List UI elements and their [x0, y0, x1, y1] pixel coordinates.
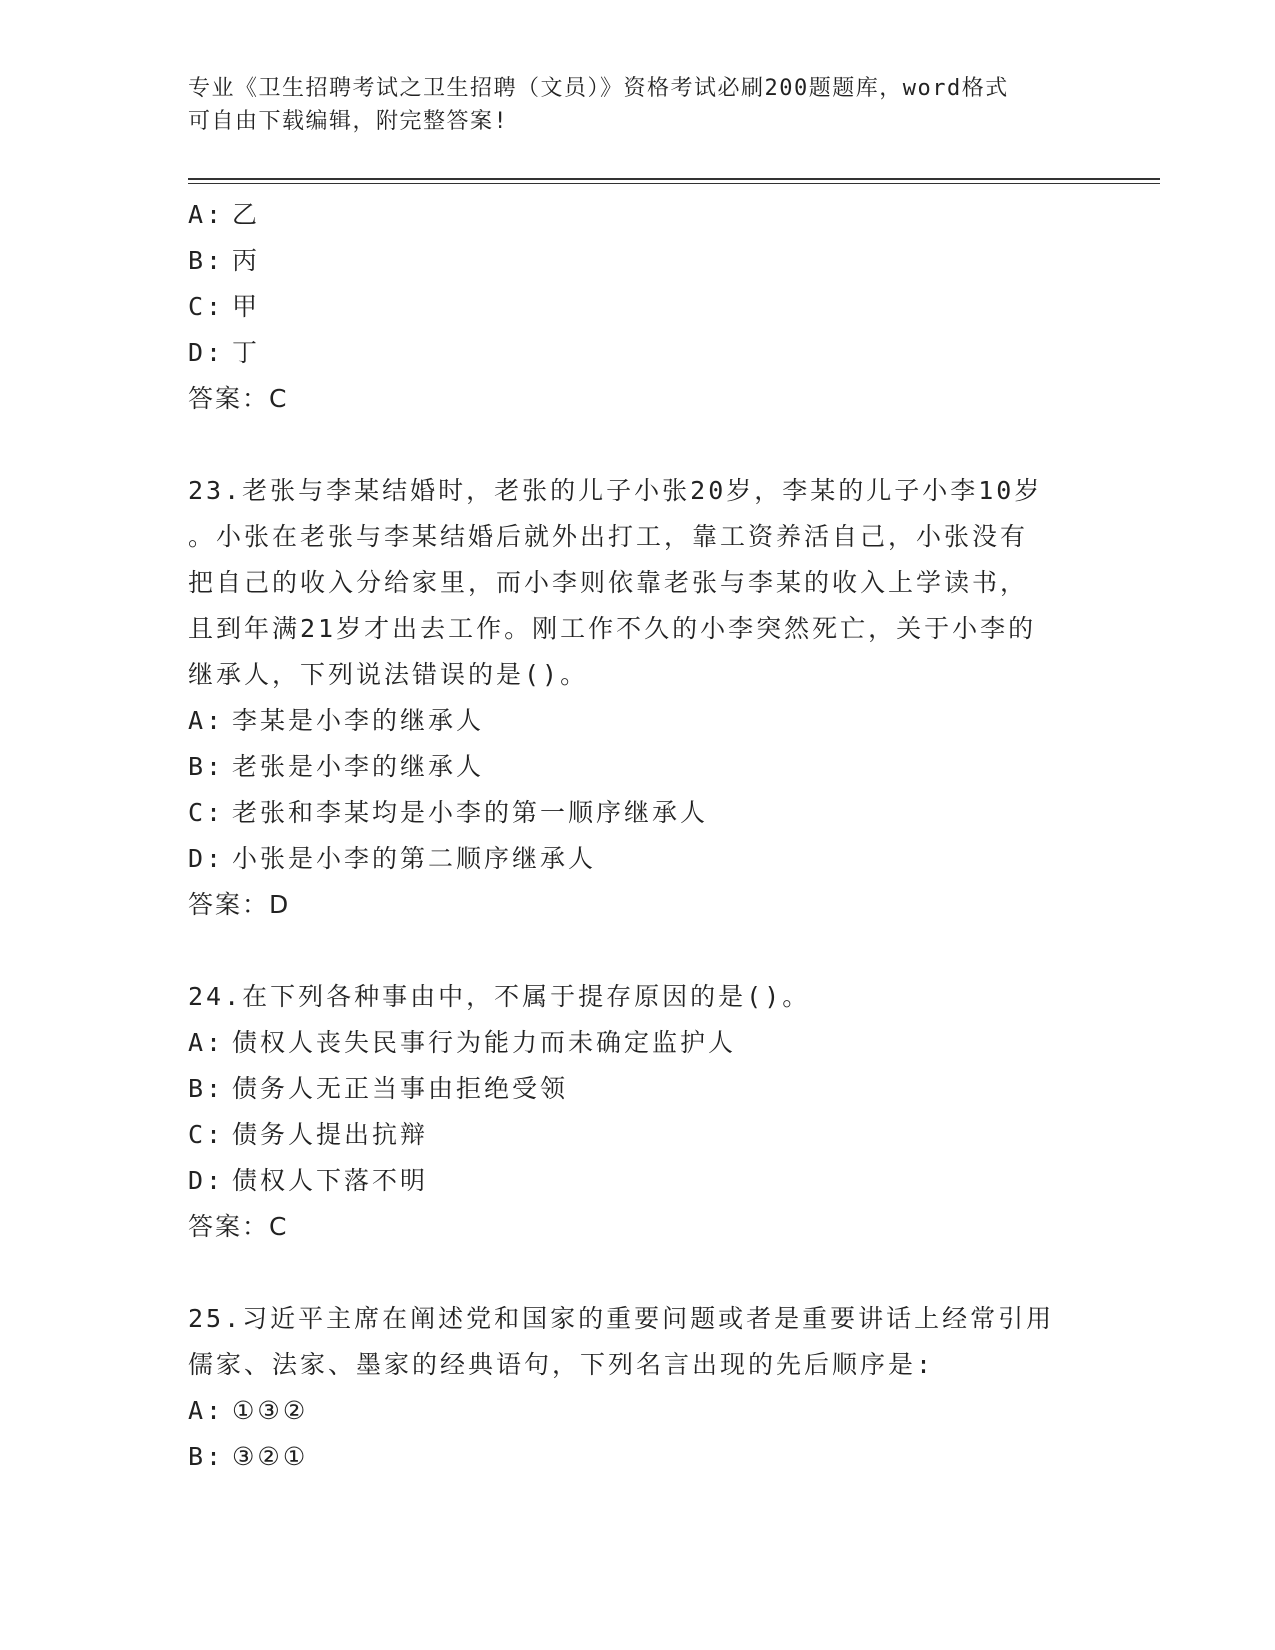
option-text: 丙 — [232, 246, 261, 275]
spacer — [188, 422, 1088, 468]
option-text: 债务人无正当事由拒绝受领 — [232, 1074, 569, 1103]
option-a — [188, 192, 1088, 238]
spacer — [188, 928, 1088, 974]
option-text: 甲 — [232, 292, 261, 321]
option-label: B: — [188, 1074, 225, 1103]
header-divider-thick — [188, 178, 1160, 180]
option-d — [188, 1158, 1088, 1204]
option-c — [188, 790, 1088, 836]
option-text: 老张和李某均是小李的第一顺序继承人 — [232, 798, 709, 827]
header-line-1: 专业《卫生招聘考试之卫生招聘（文员）》资格考试必刷200题题库，word格式 — [188, 76, 1009, 101]
question-stem — [188, 468, 1088, 698]
header-divider-thin — [188, 183, 1160, 184]
answer: 答案：D — [188, 890, 291, 919]
stem-line: 且到年满21岁才出去工作。刚工作不久的小李突然死亡，关于小李的 — [188, 614, 1037, 643]
option-b — [188, 238, 1088, 284]
option-label: D: — [188, 844, 225, 873]
question-22 — [188, 192, 1088, 422]
option-text: 债权人丧失民事行为能力而未确定监护人 — [232, 1028, 737, 1057]
option-d — [188, 330, 1088, 376]
stem-line: 25.习近平主席在阐述党和国家的重要问题或者是重要讲话上经常引用 — [188, 1304, 1055, 1333]
stem-line: 继承人，下列说法错误的是()。 — [188, 660, 589, 689]
option-label: C: — [188, 798, 225, 827]
option-label: D: — [188, 338, 225, 367]
option-b — [188, 744, 1088, 790]
option-text: 小张是小李的第二顺序继承人 — [232, 844, 597, 873]
option-label: A: — [188, 1396, 225, 1425]
question-25 — [188, 1296, 1088, 1480]
answer: 答案：C — [188, 1212, 289, 1241]
option-label: D: — [188, 1166, 225, 1195]
option-a — [188, 1020, 1088, 1066]
option-text: 李某是小李的继承人 — [232, 706, 485, 735]
answer: 答案：C — [188, 384, 289, 413]
document-body — [188, 192, 1088, 1480]
option-text: ①③② — [232, 1396, 309, 1425]
option-text: 债权人下落不明 — [232, 1166, 429, 1195]
header-line-2: 可自由下载编辑，附完整答案! — [188, 109, 509, 134]
option-b — [188, 1434, 1088, 1480]
stem-line: 24.在下列各种事由中，不属于提存原因的是()。 — [188, 982, 811, 1011]
option-text: 老张是小李的继承人 — [232, 752, 485, 781]
question-24 — [188, 974, 1088, 1250]
stem-line: 23.老张与李某结婚时，老张的儿子小张20岁，李某的儿子小李10岁 — [188, 476, 1043, 505]
option-text: 丁 — [232, 338, 261, 367]
option-text: 乙 — [232, 200, 261, 229]
option-label: A: — [188, 200, 225, 229]
spacer — [188, 1250, 1088, 1296]
option-label: C: — [188, 1120, 225, 1149]
document-header — [188, 72, 1068, 138]
option-a — [188, 698, 1088, 744]
option-label: B: — [188, 752, 225, 781]
option-c — [188, 1112, 1088, 1158]
question-stem — [188, 1296, 1088, 1388]
option-text: ③②① — [232, 1442, 309, 1471]
option-label: C: — [188, 292, 225, 321]
stem-line: 。小张在老张与李某结婚后就外出打工，靠工资养活自己，小张没有 — [188, 522, 1029, 551]
option-label: B: — [188, 246, 225, 275]
stem-line: 把自己的收入分给家里，而小李则依靠老张与李某的收入上学读书， — [188, 568, 1029, 597]
option-label: A: — [188, 1028, 225, 1057]
option-b — [188, 1066, 1088, 1112]
option-a — [188, 1388, 1088, 1434]
option-text: 债务人提出抗辩 — [232, 1120, 429, 1149]
question-stem — [188, 974, 1088, 1020]
stem-line: 儒家、法家、墨家的经典语句，下列名言出现的先后顺序是: — [188, 1350, 935, 1379]
option-d — [188, 836, 1088, 882]
question-23 — [188, 468, 1088, 928]
option-c — [188, 284, 1088, 330]
option-label: A: — [188, 706, 225, 735]
option-label: B: — [188, 1442, 225, 1471]
